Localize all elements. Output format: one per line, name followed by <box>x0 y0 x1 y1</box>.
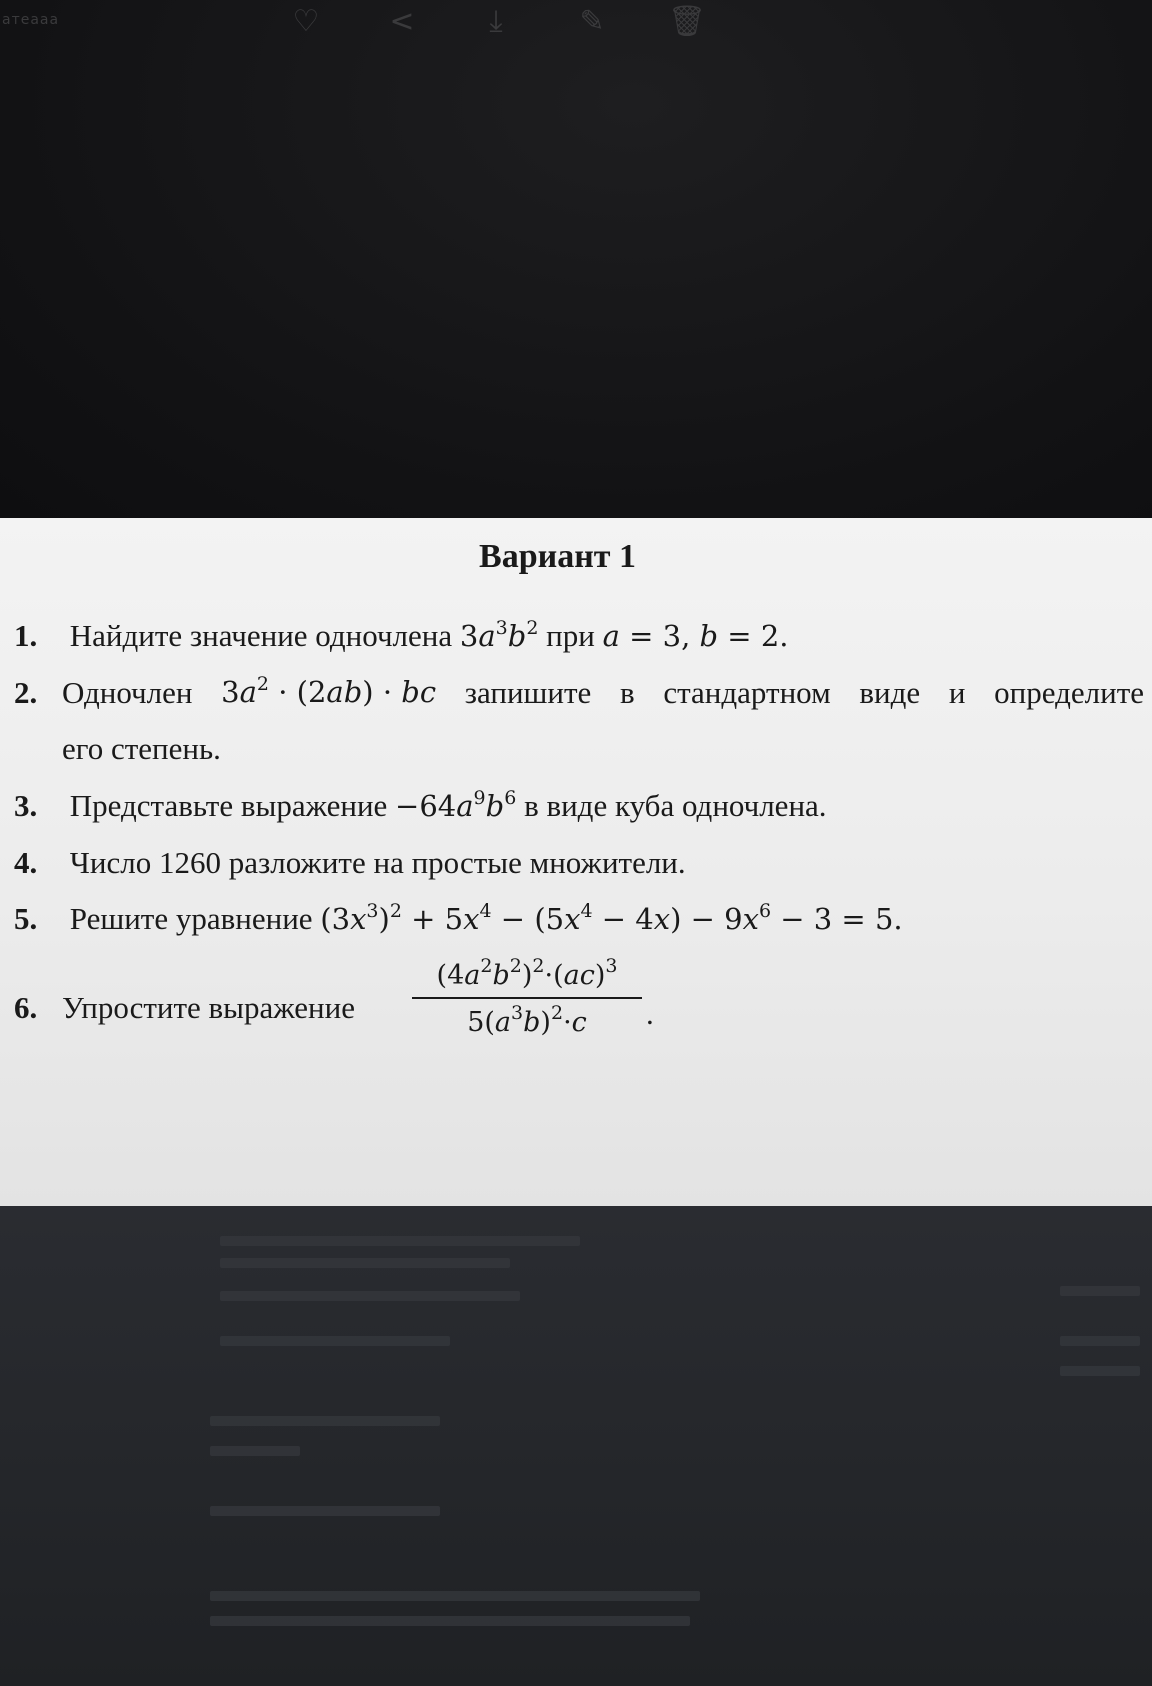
blurred-text-line <box>210 1506 440 1516</box>
task-condition: a = 3, b = 2. <box>602 619 789 653</box>
task-text: Представьте выражение <box>69 788 388 823</box>
task-5 <box>14 901 903 937</box>
download-icon[interactable]: ⤓ <box>489 4 503 39</box>
fraction-numerator: $(4a^2b^2)^2\cdot(ac)^3$ <box>412 960 642 999</box>
toolbar-label: атеааа <box>2 12 60 28</box>
task-text: Упростите выражение <box>62 990 355 1025</box>
blurred-text-line <box>1060 1286 1140 1296</box>
task-2 <box>14 675 1144 711</box>
worksheet <box>0 518 1152 1206</box>
blurred-text-line <box>1060 1366 1140 1376</box>
photo-toolbar <box>0 2 1152 46</box>
task-text: Число 1260 разложите на простые множители. <box>69 845 686 880</box>
task-number: 2. <box>14 675 38 710</box>
fraction-expression <box>412 955 642 1038</box>
worksheet-title: Вариант 1 <box>479 538 636 575</box>
blurred-text-line <box>220 1236 580 1246</box>
task-3 <box>14 788 827 824</box>
blurred-text-line <box>210 1446 300 1456</box>
task-expression: $3a^3b^2$ <box>459 617 539 653</box>
heart-icon[interactable]: ♡ <box>292 4 320 39</box>
task-text: при <box>546 618 595 653</box>
task-text: Найдите значение одночлена <box>69 618 453 653</box>
blurred-text-line <box>210 1591 700 1601</box>
task-1 <box>14 618 789 654</box>
task-text: стандартном <box>663 675 831 710</box>
task-4 <box>14 845 686 881</box>
task-expression: $3a^2 \cdot (2ab)$ · bc <box>221 673 437 709</box>
blurred-text-line <box>210 1416 440 1426</box>
task-6 <box>14 955 714 1070</box>
task-number: 4. <box>14 845 38 880</box>
task-expression: $-64a^9b^6$ <box>395 787 517 823</box>
task-text: определите <box>994 675 1144 710</box>
blurred-text-line <box>220 1258 510 1268</box>
edit-icon[interactable]: ✎ <box>579 4 605 39</box>
task-text: виде <box>859 675 921 710</box>
task-number: 3. <box>14 788 38 823</box>
blurred-text-line <box>220 1291 520 1301</box>
task-text: в <box>620 675 635 710</box>
share-icon[interactable]: < <box>389 4 415 39</box>
task-number: 5. <box>14 901 38 936</box>
task-text: Решите уравнение <box>69 901 313 936</box>
delete-icon[interactable]: 🗑 <box>668 4 707 39</box>
blurred-text-line <box>210 1616 690 1626</box>
task-number: 1. <box>14 618 38 653</box>
task-expression: $(3x^3)^2 + 5x^4 - (5x^4 - 4x) - 9x^6 - 3 = 5$. <box>320 900 903 936</box>
blurred-text-line <box>220 1336 450 1346</box>
background-top <box>0 0 1152 518</box>
blurred-text-line <box>1060 1336 1140 1346</box>
task-number: 6. <box>14 990 38 1025</box>
task-text: и <box>948 675 966 710</box>
background-bottom <box>0 1206 1152 1686</box>
task-text: в виде куба одночлена. <box>524 788 827 823</box>
task-end-period: . <box>646 996 654 1031</box>
task-text: Одночлен <box>62 675 193 710</box>
task-text: запишите <box>464 675 592 710</box>
task-2-continuation: его степень. <box>62 731 221 766</box>
fraction-denominator: $5(a^3b)^2\cdot c$ <box>467 1002 587 1038</box>
